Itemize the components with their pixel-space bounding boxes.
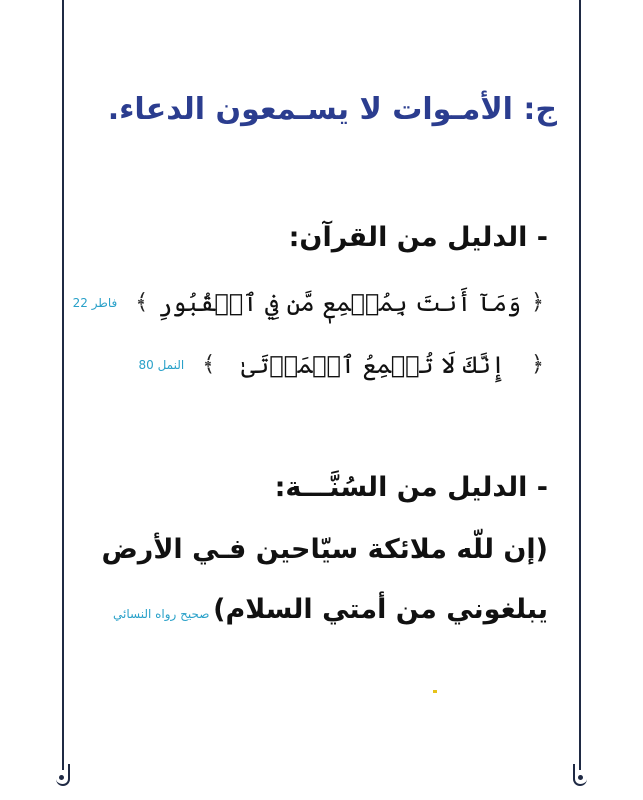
verse-reference: فاطر 22 — [72, 296, 118, 310]
page-heading: ج: الأمـوات لا يسـمعون الدعاء. — [107, 92, 557, 127]
verse-close-ornament: ﴾ — [135, 290, 149, 315]
verse-close-ornament: ﴾ — [202, 352, 216, 377]
verse-reference: النمل 80 — [138, 358, 185, 372]
frame-left-border — [62, 0, 64, 770]
hadith-text-line-1: (إن للّه ملائكة سيّاحين فـي الأرض — [101, 534, 548, 565]
verse-row — [73, 282, 548, 324]
sunnah-section-title: - الدليل من السُنَّـــة: — [274, 472, 548, 503]
decorative-speck — [433, 690, 437, 693]
verse-text: إِنَّكَ لَا تُسۡمِعُ ٱلۡمَوۡتَىٰ — [241, 351, 506, 379]
frame-left-dot-ornament — [59, 775, 64, 780]
frame-right-dot-ornament — [578, 775, 583, 780]
quran-section-title: - الدليل من القرآن: — [288, 222, 548, 253]
verse-open-ornament: ﴿ — [531, 352, 544, 377]
hadith-text-line-2: يبلغوني من أمتي السلام) — [213, 594, 548, 625]
verse-open-ornament: ﴿ — [531, 290, 544, 315]
verse-row — [138, 344, 548, 386]
verse-text: وَمَآ أَنتَ بِمُسۡمِعٖ مَّن فِي ٱلۡقُبُورِ — [158, 289, 522, 317]
hadith-reference: صحيح رواه النسائي — [113, 607, 210, 621]
frame-right-border — [579, 0, 581, 770]
